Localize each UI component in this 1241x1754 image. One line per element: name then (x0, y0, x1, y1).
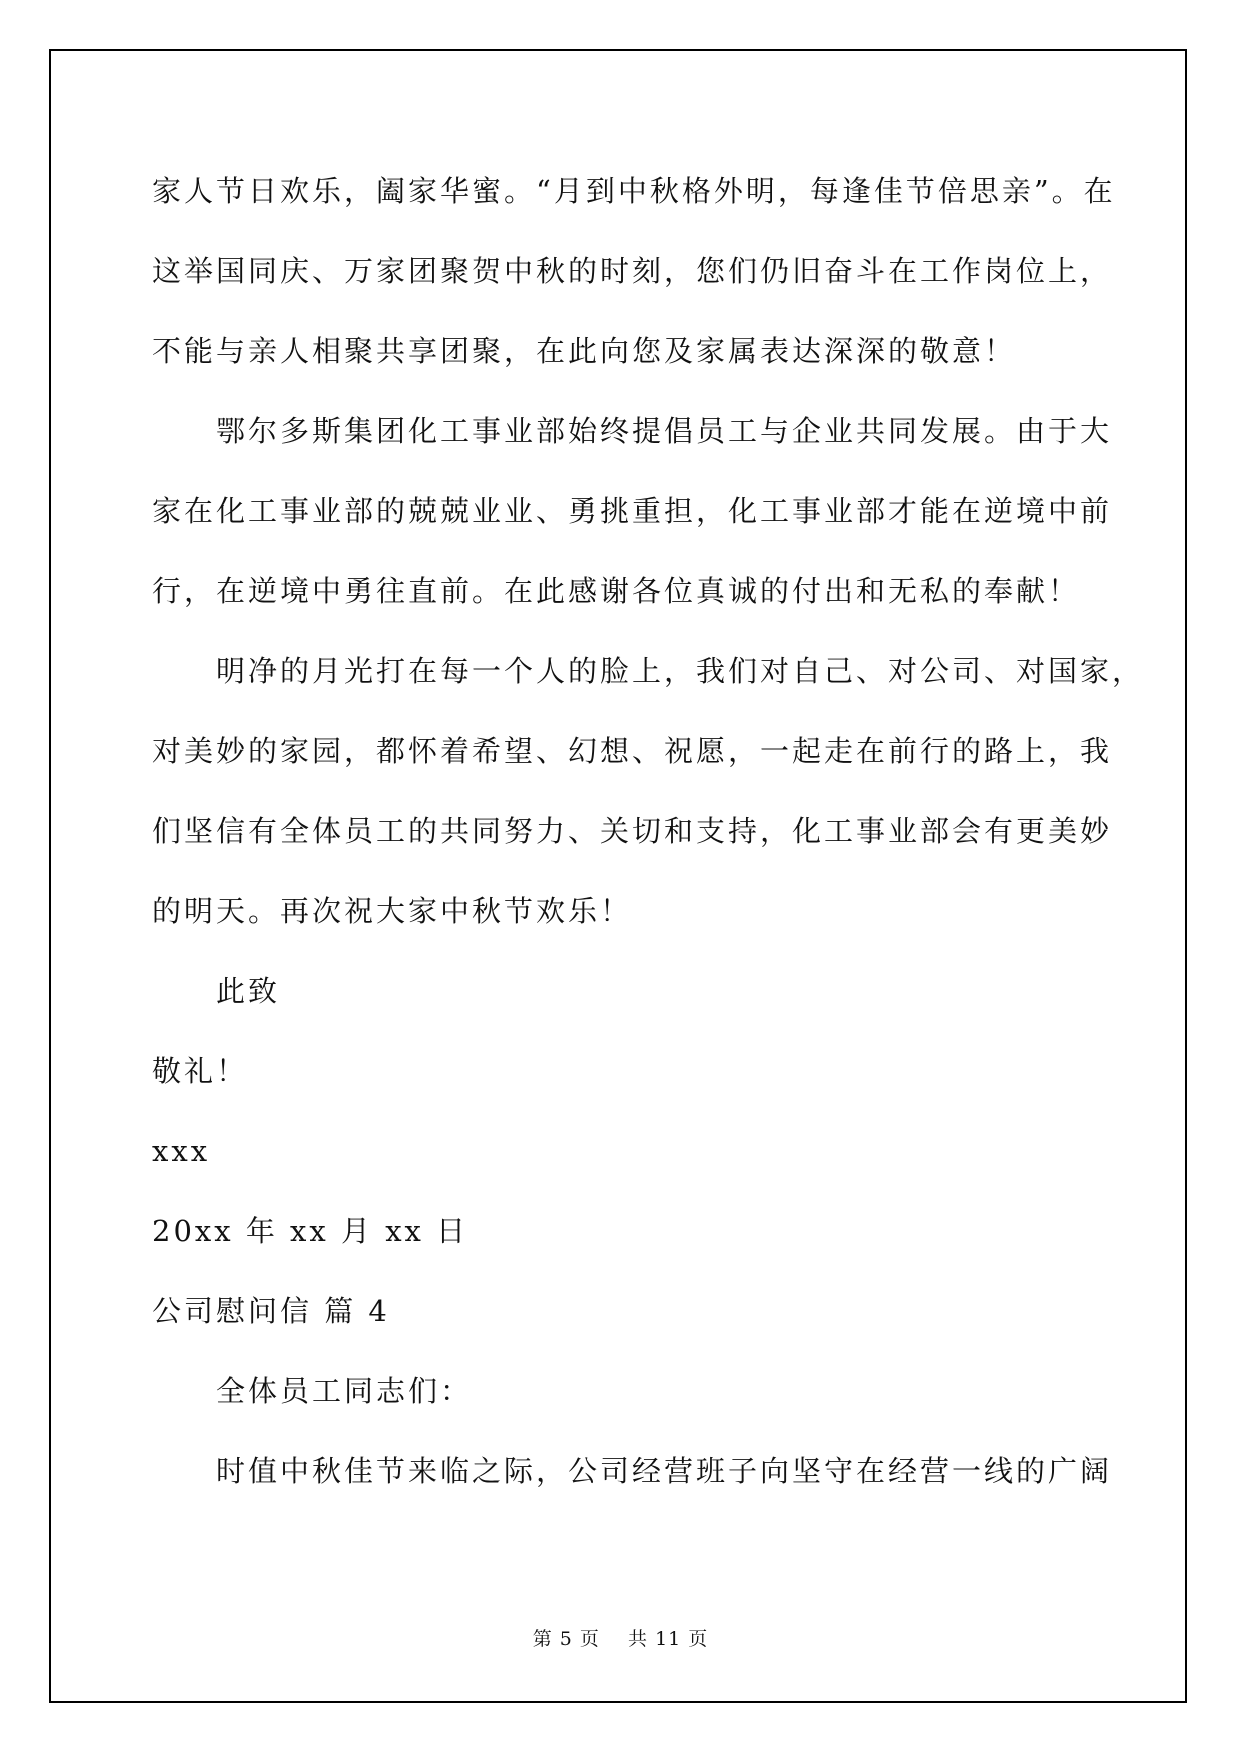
section-heading: 公司慰问信 篇 4 (152, 1294, 390, 1328)
signature-name: xxx (152, 1134, 211, 1168)
text-line: 的明天。再次祝大家中秋节欢乐！ (152, 894, 633, 928)
letter-date: 20xx 年 xx 月 xx 日 (152, 1214, 469, 1248)
text-line: 们坚信有全体员工的共同努力、关切和支持，化工事业部会有更美妙 (152, 814, 1113, 848)
paragraph-start-line: 鄂尔多斯集团化工事业部始终提倡员工与企业共同发展。由于大 (216, 414, 1113, 448)
closing-salutation: 此致 (216, 974, 281, 1008)
text-line: 行，在逆境中勇往直前。在此感谢各位真诚的付出和无私的奉献！ (152, 574, 1081, 608)
text-line: 家在化工事业部的兢兢业业、勇挑重担，化工事业部才能在逆境中前 (152, 494, 1113, 528)
text-line: 这举国同庆、万家团聚贺中秋的时刻，您们仍旧奋斗在工作岗位上， (152, 254, 1113, 288)
text-line: 对美妙的家园，都怀着希望、幻想、祝愿，一起走在前行的路上，我 (152, 734, 1113, 768)
document-body (152, 165, 1145, 1525)
closing-regards: 敬礼！ (152, 1054, 249, 1088)
text-line: 不能与亲人相聚共享团聚，在此向您及家属表达深深的敬意！ (152, 334, 1017, 368)
paragraph-start-line: 时值中秋佳节来临之际，公司经营班子向坚守在经营一线的广阔 (216, 1454, 1113, 1488)
greeting-line: 全体员工同志们： (216, 1374, 473, 1408)
text-line: 家人节日欢乐，阖家华蜜。“月到中秋格外明，每逢佳节倍思亲”。在 (152, 174, 1116, 208)
page-number-footer: 第 5 页 共 11 页 (532, 1628, 709, 1650)
paragraph-start-line: 明净的月光打在每一个人的脸上，我们对自己、对公司、对国家， (216, 654, 1145, 688)
